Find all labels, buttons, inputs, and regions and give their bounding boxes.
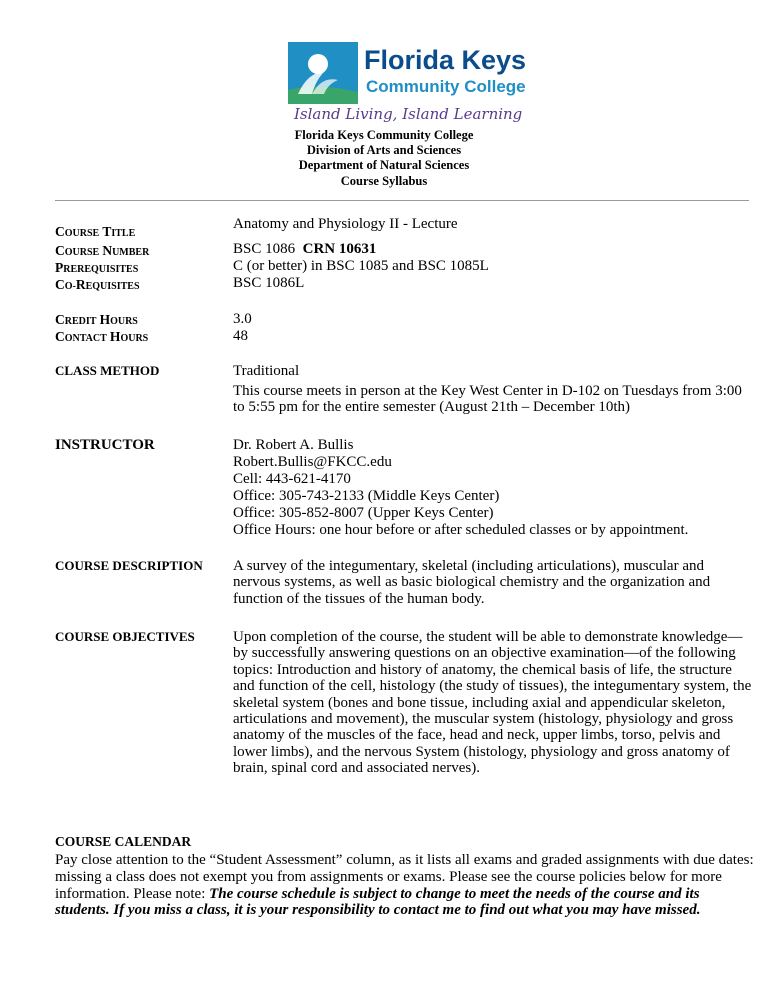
calendar-emphasis: The course schedule is subject to change to meet the needs of the course and its students. If you miss a class, it is your responsibility to contact me to find out what you may have missed. bbox=[55, 885, 701, 919]
credit-hours-value: 3.0 bbox=[233, 311, 252, 327]
prerequisites-value: C (or better) in BSC 1085 and BSC 1085L bbox=[233, 258, 489, 274]
prerequisites-label: PREREQUISITES bbox=[55, 260, 139, 275]
contact-hours-value: 48 bbox=[233, 328, 248, 344]
instructor-office-upper: Office: 305-852-8007 (Upper Keys Center) bbox=[233, 505, 494, 521]
course-calendar-text bbox=[55, 852, 755, 919]
department-name: Department of Natural Sciences bbox=[298, 158, 470, 173]
contact-hours-label: CONTACT HOURS bbox=[55, 329, 149, 344]
course-number-label: COURSE NUMBER bbox=[55, 243, 150, 258]
course-code: BSC 1086 bbox=[233, 241, 296, 257]
corequisites-label: CO-REQUISITES bbox=[55, 277, 140, 292]
credit-hours-label: CREDIT HOURS bbox=[55, 312, 138, 327]
corequisites-value: BSC 1086L bbox=[233, 275, 305, 291]
syllabus-header bbox=[0, 128, 768, 189]
logo-name-line1: Florida Keys bbox=[364, 45, 527, 75]
instructor-label: INSTRUCTOR bbox=[55, 437, 155, 453]
instructor-office-middle: Office: 305-743-2133 (Middle Keys Center) bbox=[233, 488, 500, 504]
instructor-name: Dr. Robert A. Bullis bbox=[233, 437, 354, 453]
instructor-office-hours: Office Hours: one hour before or after scheduled classes or by appointment. bbox=[233, 522, 689, 538]
logo-tagline: Island Living, Island Learning bbox=[294, 105, 523, 123]
course-objectives-label: COURSE OBJECTIVES bbox=[55, 629, 195, 644]
class-method-label: CLASS METHOD bbox=[55, 363, 160, 378]
college-logo bbox=[288, 42, 527, 126]
crn-number: CRN 10631 bbox=[302, 241, 377, 257]
logo-name-line2: Community College bbox=[366, 77, 526, 96]
course-description-text: A survey of the integumentary, skeletal (including articulations), muscular and nervous systems, as well as basic biological chemistry and the organization and function of the tissues of the human body. bbox=[233, 558, 711, 607]
class-method-detail: This course meets in person at the Key West Center in D-102 on Tuesdays from 3:00 to 5:55 pm for the entire semester (August 21th – December 10th) bbox=[233, 383, 742, 416]
document-title: Course Syllabus bbox=[340, 173, 428, 188]
instructor-cell: Cell: 443-621-4170 bbox=[233, 471, 351, 487]
instructor-email[interactable]: Robert.Bullis@FKCC.edu bbox=[233, 454, 392, 470]
header-divider bbox=[55, 200, 749, 201]
course-title-value: Anatomy and Physiology II - Lecture bbox=[233, 216, 458, 232]
division-name: Division of Arts and Sciences bbox=[306, 143, 462, 158]
course-title-label: COURSE TITLE bbox=[55, 224, 136, 239]
class-method-value: Traditional bbox=[233, 363, 300, 379]
calendar-note: Pay close attention to the “Student Assessment” column, as it lists all exams and graded assignments with due dates: missing a class does not exempt you from assignments or exams. Please see the course policies below for more information. Please note: bbox=[55, 852, 754, 902]
course-number-value bbox=[233, 241, 376, 258]
course-calendar-heading: COURSE CALENDAR bbox=[55, 834, 192, 849]
course-objectives-text: Upon completion of the course, the student will be able to demonstrate knowledge—by successfully answering questions on an objective examination—of the following topics: Introduction and history of anatomy, the chemical basis of life, the structure and function of the cell, histology (the study of tissues), the integumentary system, the skeletal system (bones and bone tissue, including axial and appendicular skeleton, articulations and movement), the muscular system (histology, physiology and gross anatomy of the muscles of the face, head and neck, upper limbs, torso, pelvis and lower limbs), and the nervous System (histology, physiology and gross anatomy of brain, spinal cord and associated nerves). bbox=[233, 629, 752, 777]
course-description-label: COURSE DESCRIPTION bbox=[55, 558, 203, 573]
college-name: Florida Keys Community College bbox=[294, 128, 474, 142]
